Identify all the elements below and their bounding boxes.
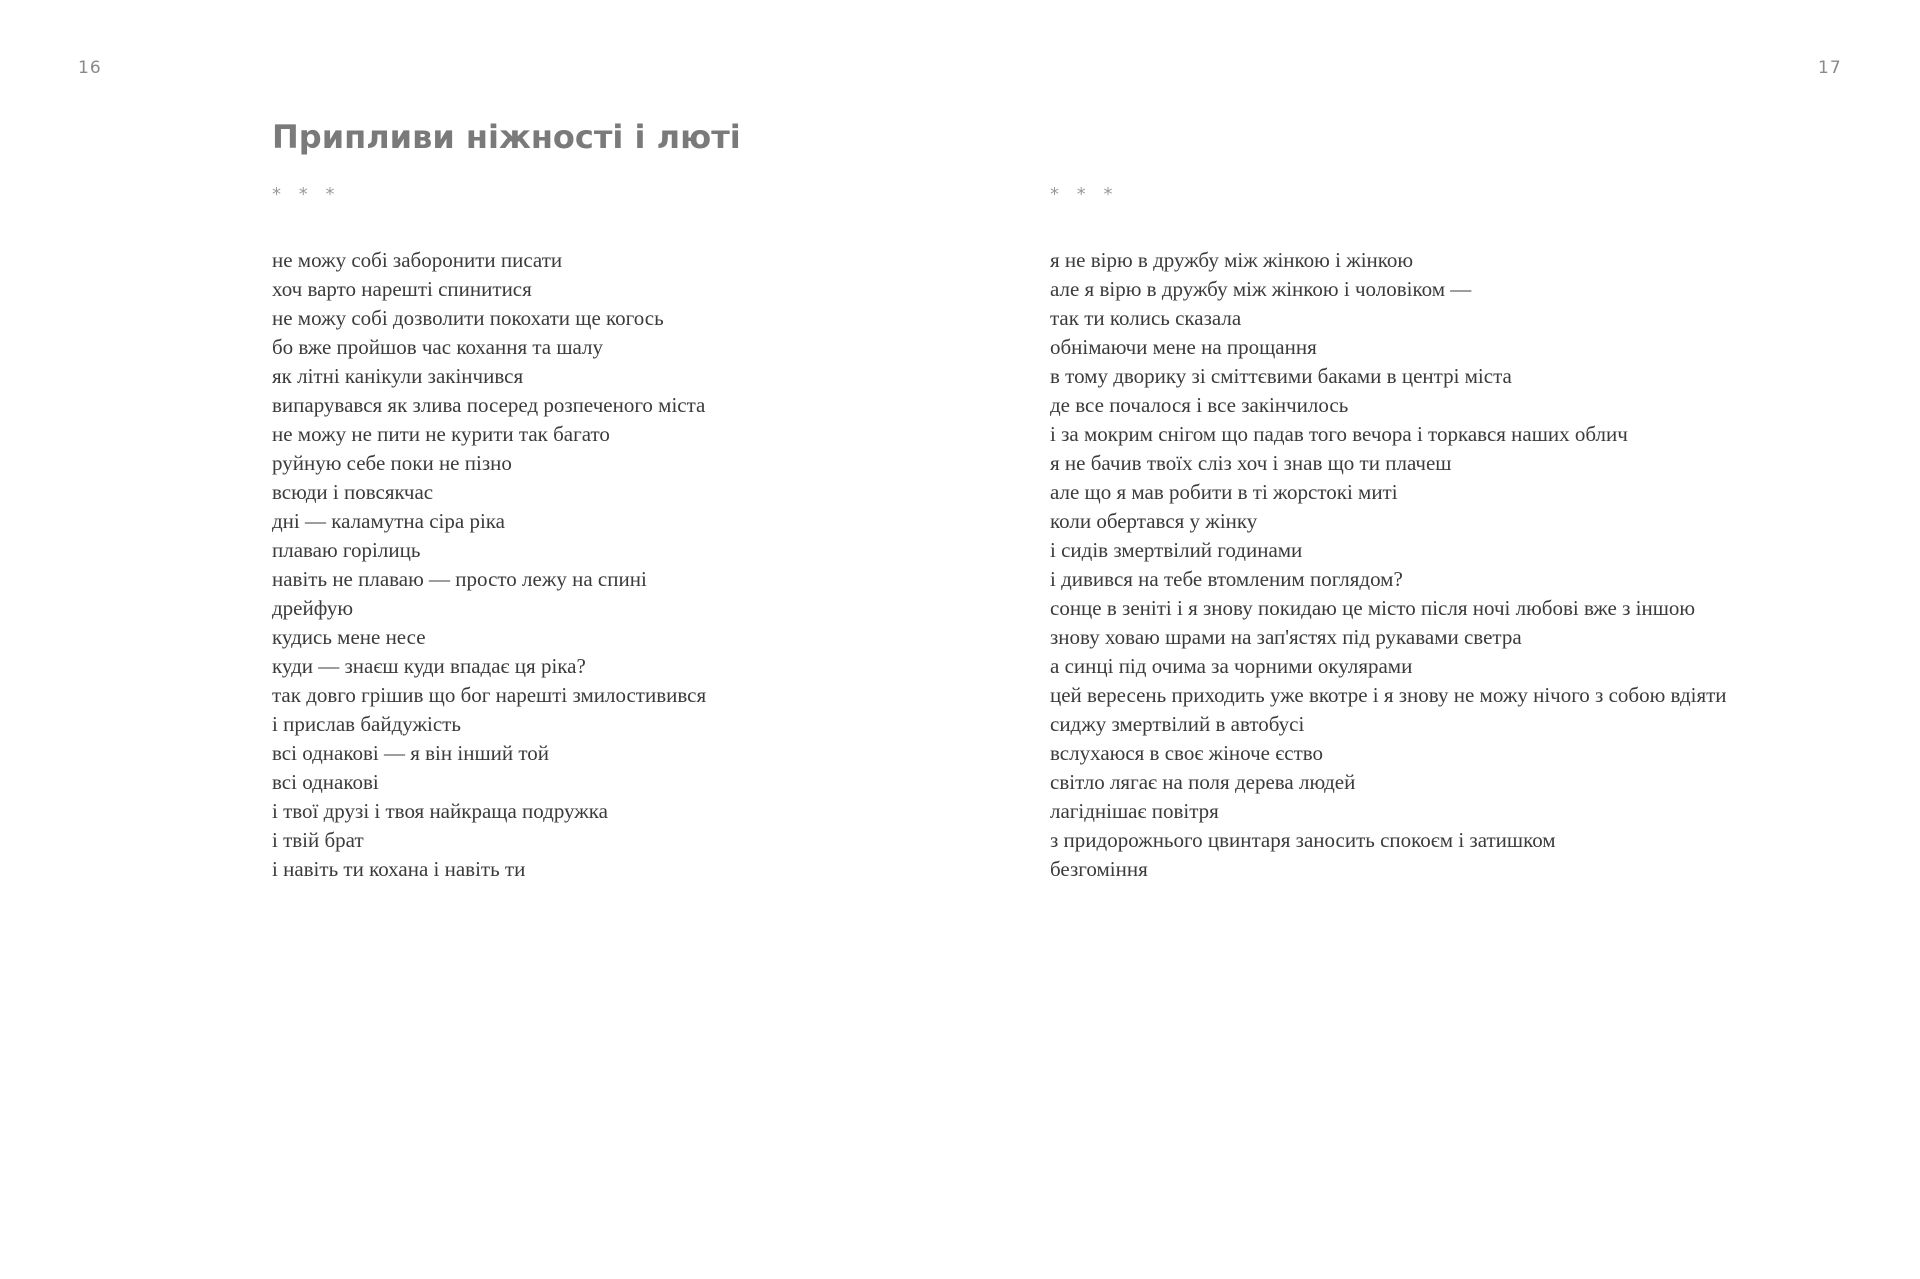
poem-line: не можу не пити не курити так багато (272, 422, 610, 446)
poem-line: безгоміння (1050, 857, 1148, 881)
poem-line: плаваю горілиць (272, 538, 421, 562)
poem-line: всі однакові — я він інший той (272, 741, 549, 765)
poem-line: і дивився на тебе втомленим поглядом? (1050, 567, 1403, 591)
poem-line: дрейфую (272, 596, 354, 620)
poem-left (272, 246, 972, 884)
page-number-left: 16 (78, 58, 102, 78)
poem-line: дні — каламутна сіра ріка (272, 509, 505, 533)
section-title: Припливи ніжності і люті (272, 118, 741, 156)
poem-line: цей вересень приходить уже вкотре і я знову не можу нічого з собою вдіяти (1050, 683, 1727, 707)
poem-line: а синці під очима за чорними окулярами (1050, 654, 1413, 678)
poem-line: як літні канікули закінчився (272, 364, 524, 388)
poem-line: коли обертався у жінку (1050, 509, 1258, 533)
poem-line: в тому дворику зі сміттєвими баками в центрі міста (1050, 364, 1512, 388)
poem-separator-right: * * * (1050, 184, 1119, 205)
page-number-right: 17 (1818, 58, 1842, 78)
poem-right (1050, 246, 1850, 884)
poem-line: і твої друзі і твоя найкраща подружка (272, 799, 608, 823)
poem-line: кудись мене несе (272, 625, 426, 649)
poem-line: лагіднішає повітря (1050, 799, 1219, 823)
poem-line: вслухаюся в своє жіноче єство (1050, 741, 1324, 765)
poem-line: я не вірю в дружбу між жінкою і жінкою (1050, 248, 1414, 272)
poem-line: і за мокрим снігом що падав того вечора і торкався наших облич (1050, 422, 1628, 446)
poem-line: не можу собі заборонити писати (272, 248, 563, 272)
poem-line: і прислав байдужість (272, 712, 461, 736)
poem-line: бо вже пройшов час кохання та шалу (272, 335, 604, 359)
poem-line: але я вірю в дружбу між жінкою і чоловіком — (1050, 277, 1472, 301)
poem-line: випарувався як злива посеред розпеченого міста (272, 393, 706, 417)
poem-line: сиджу змертвілий в автобусі (1050, 712, 1305, 736)
poem-line: куди — знаєш куди впадає ця ріка? (272, 654, 586, 678)
poem-line: всюди і повсякчас (272, 480, 434, 504)
poem-line: всі однакові (272, 770, 379, 794)
poem-line: світло лягає на поля дерева людей (1050, 770, 1356, 794)
poem-line: так ти колись сказала (1050, 306, 1242, 330)
poem-line: не можу собі дозволити покохати ще когось (272, 306, 664, 330)
poem-line: сонце в зеніті і я знову покидаю це місто після ночі любові вже з іншою (1050, 596, 1696, 620)
poem-line: руйную себе поки не пізно (272, 451, 512, 475)
poem-line: і навіть ти кохана і навіть ти (272, 857, 526, 881)
poem-line: так довго грішив що бог нарешті змилостивився (272, 683, 707, 707)
poem-line: знову ховаю шрами на зап'ястях під рукавами светра (1050, 625, 1522, 649)
poem-line: обнімаючи мене на прощання (1050, 335, 1317, 359)
poem-line: навіть не плаваю — просто лежу на спині (272, 567, 647, 591)
poem-line: і сидів змертвілий годинами (1050, 538, 1303, 562)
poem-line: хоч варто нарешті спинитися (272, 277, 532, 301)
poem-line: але що я мав робити в ті жорстокі миті (1050, 480, 1398, 504)
poem-line: і твій брат (272, 828, 364, 852)
poem-line: з придорожнього цвинтаря заносить спокоєм і затишком (1050, 828, 1556, 852)
poem-line: я не бачив твоїх сліз хоч і знав що ти плачеш (1050, 451, 1452, 475)
poem-line: де все почалося і все закінчилось (1050, 393, 1349, 417)
poem-separator-left: * * * (272, 184, 341, 205)
